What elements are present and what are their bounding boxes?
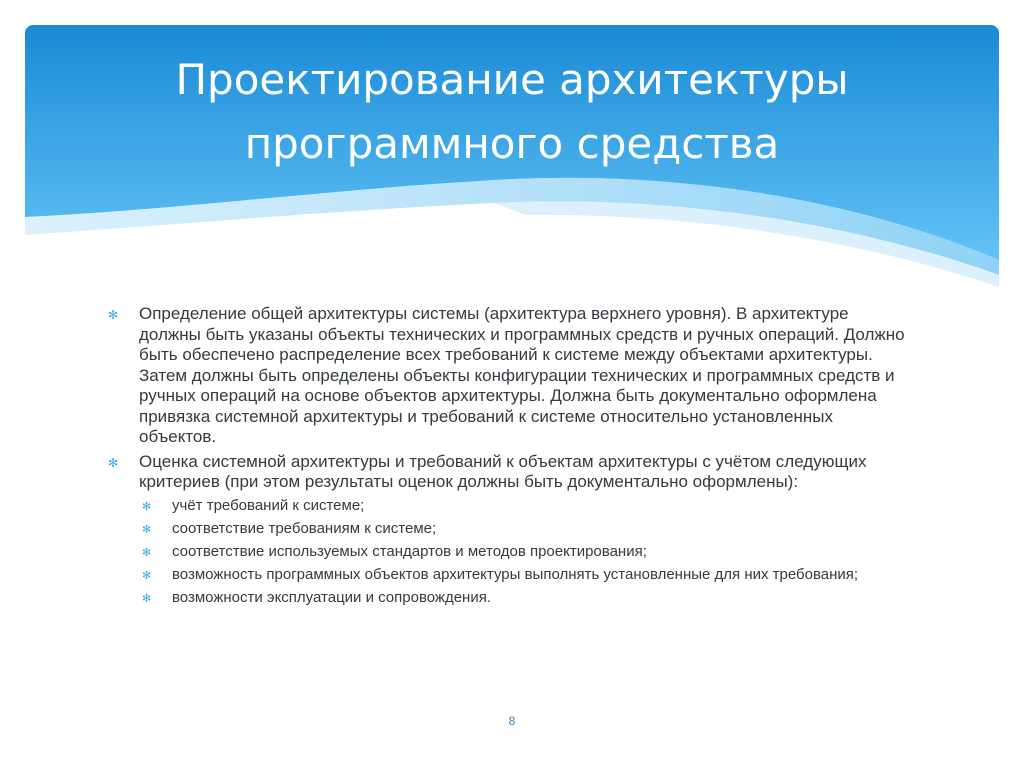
asterisk-bullet-icon: ✻	[142, 500, 152, 513]
page-number: 8	[508, 714, 516, 728]
list-item	[108, 304, 908, 448]
list-item	[108, 452, 908, 493]
slide-title	[25, 48, 999, 176]
sub-list-item-text: соответствие требованиям к системе;	[172, 519, 437, 537]
sub-list-item	[108, 497, 908, 515]
slide-body	[108, 304, 908, 612]
sub-list-item	[108, 589, 908, 607]
asterisk-bullet-icon: ✻	[142, 523, 152, 536]
sub-list-item-text: учёт требований к системе;	[172, 496, 365, 514]
sub-list-item	[108, 543, 908, 561]
asterisk-bullet-icon: ✻	[142, 546, 152, 559]
sub-list-item	[108, 566, 908, 584]
list-item-text: Оценка системной архитектуры и требований к объектам архитектуры с учётом следующих критериев (при этом результаты оценок должны быть документально оформлены):	[139, 451, 867, 491]
asterisk-bullet-icon: ✻	[142, 569, 152, 582]
asterisk-bullet-icon: ✻	[142, 592, 152, 605]
title-line-2: программного средства	[244, 119, 780, 168]
sub-list-item-text: возможность программных объектов архитектуры выполнять установленные для них требования;	[172, 565, 859, 583]
sub-list-item	[108, 520, 908, 538]
list-item-text: Определение общей архитектуры системы (архитектура верхнего уровня). В архитектуре должны быть указаны объекты технических и программных средств и ручных операций. Должно быть обеспечено распределение всех требований к системе между объектами архитектуры. Затем должны быть определены объекты конфигурации технических и программных средств и ручных операций на основе объектов архитектуры. Должна быть документально оформлена привязка системной архитектуры и требований к системе относительно установленных объектов.	[139, 304, 905, 446]
sub-bullet-list	[108, 497, 908, 607]
asterisk-bullet-icon: ✻	[108, 308, 119, 322]
bullet-list	[108, 304, 908, 493]
sub-list-item-text: возможности эксплуатации и сопровождения.	[172, 588, 491, 606]
asterisk-bullet-icon: ✻	[108, 455, 119, 470]
title-line-1: Проектирование архитектуры	[175, 55, 849, 104]
sub-list-item-text: соответствие используемых стандартов и методов проектирования;	[172, 542, 647, 560]
